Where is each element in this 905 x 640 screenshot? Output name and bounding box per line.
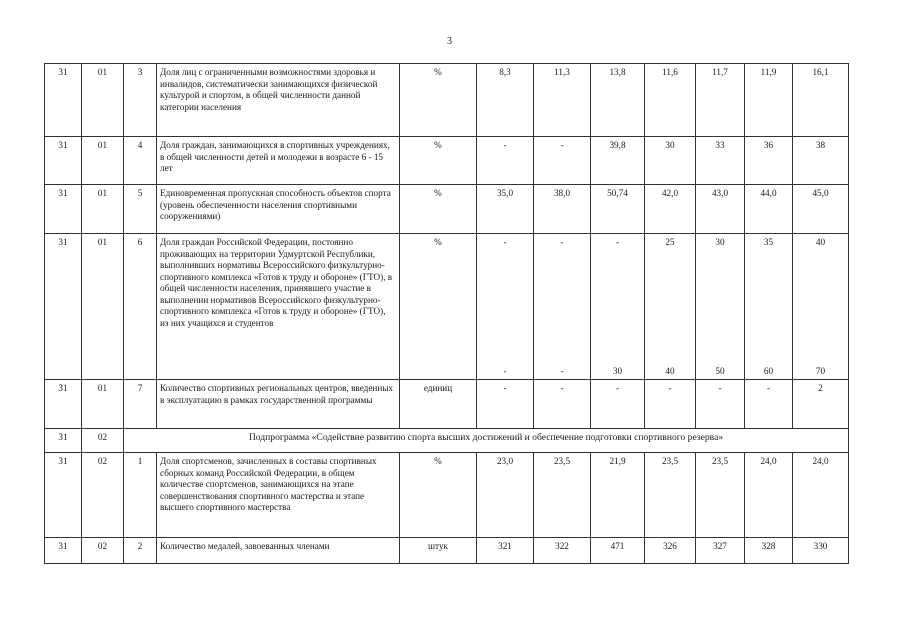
value-cell — [645, 234, 696, 380]
gp-code: 31 — [45, 453, 82, 538]
value-cell: 50,74 — [591, 185, 645, 234]
value-cell: 33 — [696, 137, 745, 185]
indicator-description: Доля спортсменов, зачисленных в составы спортивных сборных команд Российской Федерации, в общем количестве спортсменов, занимающихся на этапе совершенствования спортивного мастерства и этапе высшего спортивного мастерства — [157, 453, 400, 538]
table-row — [45, 538, 849, 564]
value-students: - — [503, 365, 507, 376]
value-cell: 38 — [793, 137, 849, 185]
indicator-number: 7 — [124, 380, 157, 429]
value-cell — [534, 234, 591, 380]
table-row — [45, 185, 849, 234]
value-cell: 43,0 — [696, 185, 745, 234]
table-row — [45, 380, 849, 429]
value-cell: 11,7 — [696, 64, 745, 137]
value-cell: 471 — [591, 538, 645, 564]
value-students: 30 — [612, 365, 623, 376]
gp-code: 31 — [45, 185, 82, 234]
indicator-description: Доля граждан Российской Федерации, постоянно проживающих на территории Удмуртской Республики, выполнивших нормативы Всероссийского физкультурно-спортивного комплекса «Готов к труду и обороне» (ГТО), в общей численности населения, принявшего участие в выполнении нормативов Всероссийского физкультурно-спортивного комплекса «Готов к труду и обороне» (ГТО), из них учащихся и студентов — [157, 234, 400, 380]
pp-code: 01 — [82, 380, 124, 429]
value-total: 35 — [763, 237, 774, 247]
pp-code: 02 — [82, 453, 124, 538]
value-cell: 11,9 — [745, 64, 793, 137]
indicator-number: 5 — [124, 185, 157, 234]
value-cell: - — [591, 380, 645, 429]
value-cell: 16,1 — [793, 64, 849, 137]
value-cell — [591, 234, 645, 380]
indicator-description: Доля граждан, занимающихся в спортивных учреждениях, в общей численности детей и молодежи в возрасте 6 - 15 лет — [157, 137, 400, 185]
value-cell: 35,0 — [477, 185, 534, 234]
value-cell: - — [534, 137, 591, 185]
indicator-number: 3 — [124, 64, 157, 137]
value-cell: 23,5 — [696, 453, 745, 538]
pp-code: 01 — [82, 137, 124, 185]
value-cell: 326 — [645, 538, 696, 564]
value-students: 70 — [815, 365, 826, 376]
gp-code: 31 — [45, 234, 82, 380]
value-cell: - — [745, 380, 793, 429]
indicator-number: 4 — [124, 137, 157, 185]
value-cell: 321 — [477, 538, 534, 564]
value-cell: 23,5 — [534, 453, 591, 538]
value-total: - — [560, 237, 564, 247]
value-cell: 8,3 — [477, 64, 534, 137]
page-number: 3 — [447, 36, 452, 47]
value-cell: - — [534, 380, 591, 429]
unit: штук — [400, 538, 477, 564]
unit: % — [400, 453, 477, 538]
indicator-description: Количество медалей, завоеванных членами — [157, 538, 400, 564]
value-cell: 2 — [793, 380, 849, 429]
indicator-description: Доля лиц с ограниченными возможностями здоровья и инвалидов, систематически занимающихся физической культурой и спортом, в общей численности данной категории населения — [157, 64, 400, 137]
value-total: 25 — [665, 237, 675, 247]
value-cell — [745, 234, 793, 380]
value-cell: 11,3 — [534, 64, 591, 137]
unit: единиц — [400, 380, 477, 429]
table-row — [45, 453, 849, 538]
gp-code: 31 — [45, 137, 82, 185]
value-students: 60 — [763, 365, 774, 376]
gp-code: 31 — [45, 380, 82, 429]
value-cell: - — [645, 380, 696, 429]
value-cell: 23,0 — [477, 453, 534, 538]
value-total: - — [503, 237, 507, 247]
value-cell: - — [696, 380, 745, 429]
unit: % — [400, 234, 477, 380]
gp-code: 31 — [45, 538, 82, 564]
value-cell: 328 — [745, 538, 793, 564]
value-cell — [793, 234, 849, 380]
unit: % — [400, 137, 477, 185]
pp-code: 01 — [82, 64, 124, 137]
value-total: 30 — [715, 237, 725, 247]
table-row — [45, 137, 849, 185]
value-cell: 24,0 — [793, 453, 849, 538]
value-cell: 330 — [793, 538, 849, 564]
table-row — [45, 234, 849, 380]
value-cell: 39,8 — [591, 137, 645, 185]
indicator-number: 2 — [124, 538, 157, 564]
indicator-description: Единовременная пропускная способность объектов спорта (уровень обеспеченности населения спортивными сооружениями) — [157, 185, 400, 234]
value-total: 40 — [815, 237, 826, 247]
pp-code: 02 — [82, 429, 124, 453]
value-cell: 44,0 — [745, 185, 793, 234]
value-cell — [696, 234, 745, 380]
value-cell: 11,6 — [645, 64, 696, 137]
pp-code: 01 — [82, 234, 124, 380]
subprogram-title: Подпрограмма «Содействие развитию спорта высших достижений и обеспечение подготовки спортивного резерва» — [124, 429, 849, 453]
table-row — [45, 64, 849, 137]
value-cell: 23,5 — [645, 453, 696, 538]
value-cell: 38,0 — [534, 185, 591, 234]
value-cell: 327 — [696, 538, 745, 564]
value-cell: 36 — [745, 137, 793, 185]
value-total: - — [615, 237, 620, 247]
gp-code: 31 — [45, 64, 82, 137]
value-cell: 30 — [645, 137, 696, 185]
value-cell: - — [477, 137, 534, 185]
value-cell: 42,0 — [645, 185, 696, 234]
value-cell: 21,9 — [591, 453, 645, 538]
value-students: 40 — [665, 365, 675, 376]
unit: % — [400, 64, 477, 137]
indicator-number: 6 — [124, 234, 157, 380]
unit: % — [400, 185, 477, 234]
value-students: 50 — [715, 365, 725, 376]
subprogram-row — [45, 429, 849, 453]
indicator-number: 1 — [124, 453, 157, 538]
pp-code: 02 — [82, 538, 124, 564]
gp-code: 31 — [45, 429, 82, 453]
value-cell: 24,0 — [745, 453, 793, 538]
pp-code: 01 — [82, 185, 124, 234]
value-cell: 322 — [534, 538, 591, 564]
indicator-description: Количество спортивных региональных центров, введенных в эксплуатацию в рамках государственной программы — [157, 380, 400, 429]
value-cell — [477, 234, 534, 380]
value-cell: 13,8 — [591, 64, 645, 137]
indicators-table — [44, 63, 849, 564]
value-cell: - — [477, 380, 534, 429]
value-cell: 45,0 — [793, 185, 849, 234]
value-students: - — [560, 365, 564, 376]
